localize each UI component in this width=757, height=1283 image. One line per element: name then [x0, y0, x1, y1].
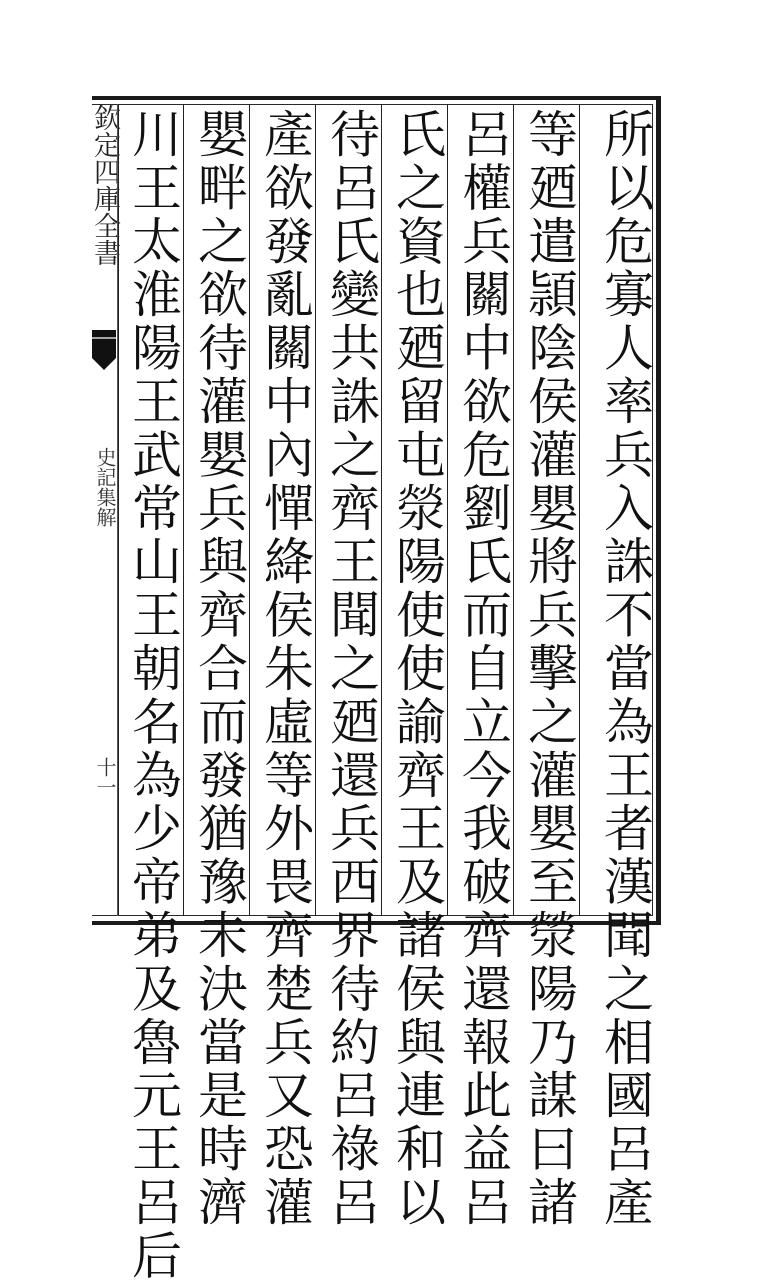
margin-page-number: 十一 — [93, 757, 117, 797]
column-text: 氏之資也廼留屯滎陽使使諭齊王及諸侯與連和以 — [388, 108, 446, 1230]
text-column-3 — [452, 104, 514, 1230]
text-column-8 — [122, 104, 184, 1283]
column-text: 產欲發亂關中內憚絳侯朱虛等外畏齊楚兵又恐灌 — [256, 108, 314, 1230]
column-text: 等廼遣頴陰侯灌嬰將兵擊之灌嬰至滎陽乃謀曰諸 — [520, 108, 578, 1230]
margin-title: 欽定四庫全書 — [89, 104, 120, 266]
text-column-2 — [518, 104, 580, 1230]
column-text: 呂權兵關中欲危劉氏而自立今我破齊還報此益呂 — [454, 108, 512, 1230]
column-divider — [118, 104, 119, 916]
column-text: 所以危寡人率兵入誅不當為王者漢聞之相國呂產 — [596, 108, 654, 1230]
text-column-1 — [594, 104, 656, 1230]
column-text: 待呂氏變共誅之齊王聞之廼還兵西界待約呂祿呂 — [322, 108, 380, 1230]
column-text: 嬰畔之欲待灌嬰兵與齊合而發猶豫未決當是時濟 — [190, 108, 248, 1230]
text-column-6 — [254, 104, 316, 1230]
column-text: 川王太淮陽王武常山王朝名為少帝弟及魯元王呂后 — [124, 108, 182, 1283]
margin-book-title: 史記集解 — [93, 447, 117, 527]
text-column-7 — [188, 104, 250, 1230]
text-column-5 — [320, 104, 382, 1230]
fish-tail-mark — [92, 330, 116, 370]
text-column-4 — [386, 104, 448, 1230]
